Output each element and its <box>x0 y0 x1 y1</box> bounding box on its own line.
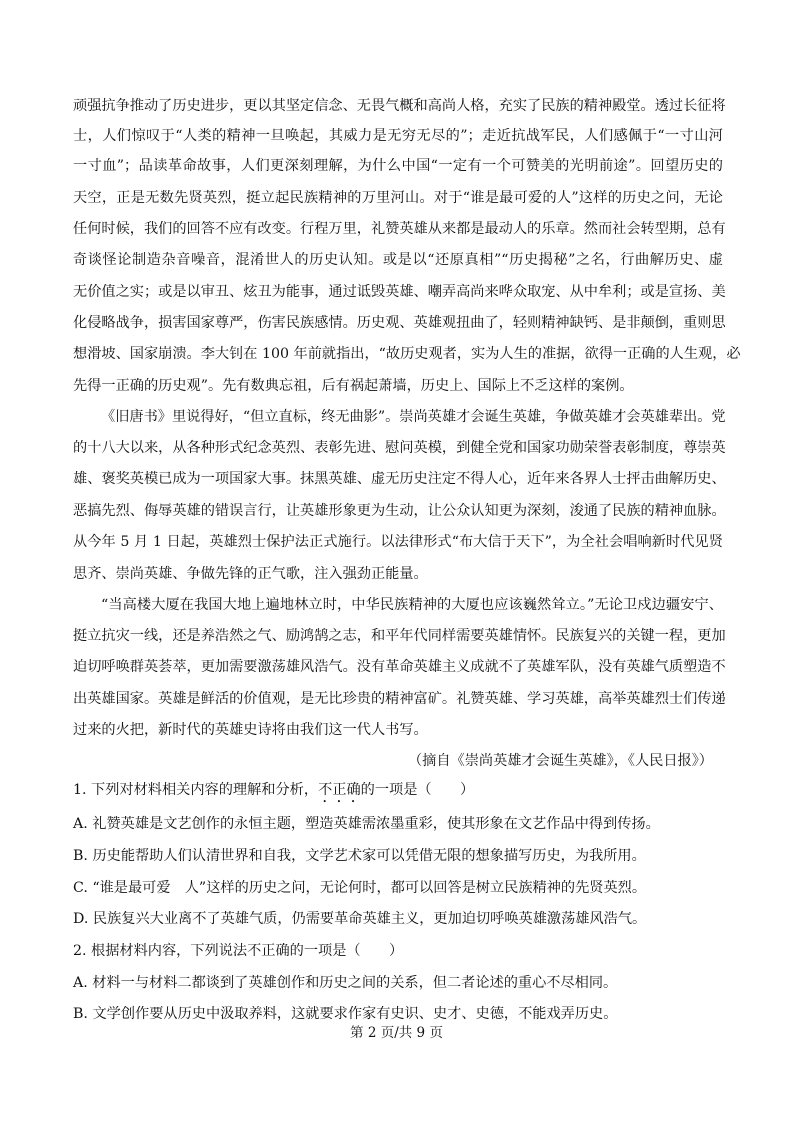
option-a: A. 材料一与材料二都谈到了英雄创作和历史之间的关系，但二者论述的重心不尽相同。 <box>73 975 618 991</box>
text-line: 想滑坡、国家崩溃。李大钊在 100 年前就指出，“故历史观者，实为人生的准据，欲得一正确的人生观，必 <box>73 346 741 362</box>
stem-text: 的一项是（ ） <box>360 782 475 798</box>
text-line: 挺立抗灾一线，还是养浩然之气、励鸿鹄之志，和平年代同样需要英雄情怀。民族复兴的关键一程，更加 <box>73 628 726 644</box>
option-a: A. 礼赞英雄是文艺创作的永恒主题，塑造英雄需浓墨重彩，使其形象在文艺作品中得到传扬。 <box>73 816 660 832</box>
option-b: B. 历史能帮助人们认清世界和自我，文学艺术家可以凭借无限的想象描写历史，为我所用。 <box>73 848 646 864</box>
text-line: 《旧唐书》里说得好，“但立直标，终无曲影”。崇尚英雄才会诞生英雄，争做英雄才会英雄辈出。党 <box>101 409 726 425</box>
option-b: B. 文学创作要从历史中汲取养料，这就要求作家有史识、史才、史德，不能戏弄历史。 <box>73 1006 618 1022</box>
text-line: 任何时候，我们的回答不应有改变。行程万里，礼赞英雄从来都是最动人的乐章。然而社会转型期，总有 <box>73 221 726 237</box>
text-line: 天空，正是无数先贤英烈，挺立起民族精神的万里河山。对于“谁是最可爱的人”这样的历史之问，无论 <box>73 190 723 206</box>
text-line: “当高楼大厦在我国大地上遍地林立时，中华民族精神的大厦也应该巍然耸立。”无论卫戍边疆安宁、 <box>101 597 723 613</box>
text-line: 出英雄国家。英雄是鲜活的价值观，是无比珍贵的精神富矿。礼赞英雄、学习英雄，高举英雄烈士们传递 <box>73 691 726 707</box>
text-line: 化侵略战争，损害国家尊严，伤害民族感情。历史观、英雄观扭曲了，轻则精神缺钙、是非颠倒，重则思 <box>73 315 726 331</box>
text-line: 一寸血”；品读革命故事，人们更深刻理解，为什么中国“一定有一个可赞美的光明前途”。回望历史的 <box>73 158 723 174</box>
text-line: 思齐、崇尚英雄、争做先锋的正气歌，注入强劲正能量。 <box>73 566 428 582</box>
option-c: C. “谁是最可爱 人”这样的历史之问，无论何时，都可以回答是树立民族精神的先贤英烈。 <box>73 880 647 896</box>
page-number: 第 2 页/共 9 页 <box>350 1025 443 1041</box>
text-line: 先得一正确的历史观”。先有数典忘祖，后有祸起萧墙，历史上、国际上不乏这样的案例。 <box>73 378 634 394</box>
option-d: D. 民族复兴大业离不了英雄气质，仍需要革命英雄主义，更加迫切呼唤英雄激荡雄风浩气。 <box>73 911 647 927</box>
question-stem: 2. 根据材料内容，下列说法不正确的一项是（ ） <box>73 943 404 959</box>
text-line: 奇谈怪论制造杂音噪音，混淆世人的历史认知。或是以“还原真相”“历史揭秘”之名，行曲解历史、虚 <box>73 252 723 268</box>
text-line: 士，人们惊叹于“人类的精神一旦唤起，其威力是无穷无尽的”；走近抗战军民，人们感佩于“一寸山河 <box>73 128 723 144</box>
text-line: 无价值之实；或是以审丑、炫丑为能事，通过诋毁英雄、嘲弄高尚来哗众取宠、从中牟利；或是宣扬、美 <box>73 284 726 300</box>
text-line: 迫切呼唤群英荟萃，更加需要激荡雄风浩气。没有革命英雄主义成就不了英雄军队，没有英雄气质塑造不 <box>73 659 726 675</box>
text-line: 顽强抗争推动了历史进步，更以其坚定信念、无畏气概和高尚人格，充实了民族的精神殿堂。透过长征将 <box>73 98 726 114</box>
text-line: 从今年 5 月 1 日起，英雄烈士保护法正式施行。以法律形式“布大信于天下”，为全社会唱响新时代见贤 <box>73 534 723 550</box>
text-line: 恶搞先烈、侮辱英雄的错误言行，让英雄形象更为生动，让公众认知更为深刻，浚通了民族的精神血脉。 <box>73 503 726 519</box>
stem-text: 1. 下列对材料相关内容的理解和分析， <box>73 782 319 798</box>
source-citation: （摘自《崇尚英雄才会诞生英雄》，《人民日报》） <box>407 753 713 769</box>
text-line: 过来的火把，新时代的英雄史诗将由我们这一代人书写。 <box>73 722 428 738</box>
text-line: 雄、褒奖英模已成为一项国家大事。抹黑英雄、虚无历史注定不得人心，近年来各界人士抨击曲解历史、 <box>73 471 726 487</box>
text-line: 的十八大以来，从各种形式纪念英烈、表彰先进、慰问英模，到健全党和国家功勋荣誉表彰制度，尊崇英 <box>73 440 726 456</box>
question-stem <box>73 780 474 806</box>
emphasized-text: 不正确 <box>318 782 361 798</box>
